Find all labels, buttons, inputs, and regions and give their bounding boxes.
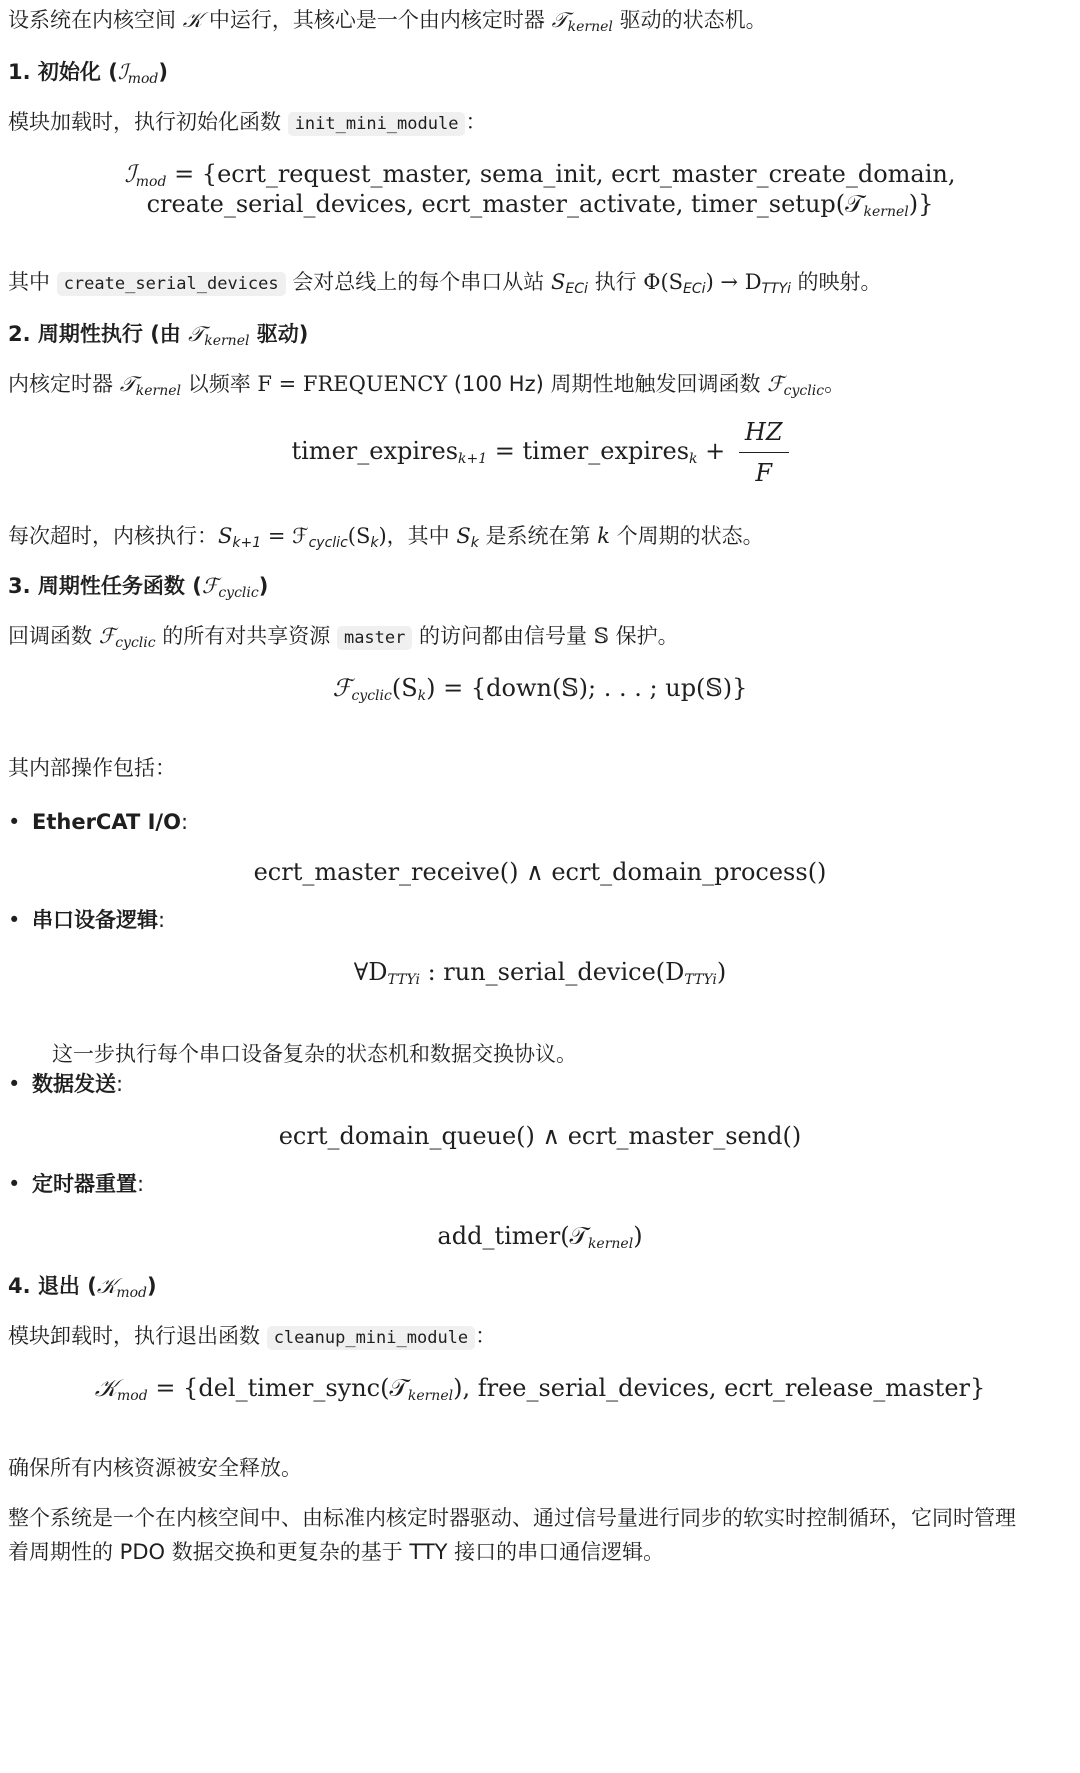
intro-text: 设系统在内核空间 [8, 8, 183, 32]
summary-line-1: 整个系统是一个在内核空间中、由标准内核定时器驱动、通过信号量进行同步的软实时控制循环，它同时管理 [8, 1506, 1016, 1530]
callback-equation: $ℱ_{cyclic}(S_k)$ = {down(𝕊); . . . ; up(𝕊)} [332, 674, 748, 704]
math-symbol: 𝒯$_{kernel}$ [551, 8, 613, 35]
init-equation-line2: create_serial_devices, ecrt_master_activate, timer_setup(𝒯$_{kernel}$)} [146, 190, 934, 220]
exit-equation: 𝒦$_{mod}$ = {del_timer_sync(𝒯$_{kernel}$), free_serial_devices, ecrt_release_master} [94, 1374, 986, 1404]
section-heading-3: 3. 周期性任务函数 (ℱ$_{cyclic}$) [8, 574, 269, 601]
serial-note: 这一步执行每个串口设备复杂的状态机和数据交换协议。 [52, 1042, 577, 1066]
exit-paragraph: 模块卸载时，执行退出函数 cleanup_mini_module ： [8, 1324, 497, 1348]
list-item-ethercat: • EtherCAT I/O: [32, 806, 188, 838]
code-master: master [337, 626, 412, 650]
code-init-function: init_mini_module [288, 112, 466, 136]
list-item-timer-reset: • 定时器重置: [32, 1168, 144, 1200]
timer-paragraph: 内核定时器 𝒯$_{kernel}$ 以频率 F = FREQUENCY (100 Hz) 周期性地触发回调函数 ℱ$_{cyclic}$。 [8, 372, 846, 399]
exit-after: 确保所有内核资源被安全释放。 [8, 1456, 302, 1480]
summary-line-2: 着周期性的 PDO 数据交换和更复杂的基于 TTY 接口的串口通信逻辑。 [8, 1540, 665, 1564]
section-heading-1: 1. 初始化 (ℐ$_{mod}$) [8, 60, 168, 87]
timeout-paragraph: 每次超时，内核执行：$S_{k+1}$ = $ℱ_{cyclic}(S_k)$，其中 $S_k$ 是系统在第 k 个周期的状态。 [8, 524, 764, 551]
timer-reset-equation: add_timer(𝒯$_{kernel}$) [437, 1222, 643, 1252]
serial-equation: $\forall D_{TTYi}$ : $run\_serial\_device(D_{TTYi})$ [353, 958, 727, 988]
ethercat-equation: ecrt_master_receive() ∧ ecrt_domain_process() [253, 858, 827, 886]
send-equation: ecrt_domain_queue() ∧ ecrt_master_send() [278, 1122, 802, 1150]
math-symbol: 𝒦 [182, 8, 203, 32]
code-cleanup-function: cleanup_mini_module [267, 1326, 475, 1350]
list-item-send: • 数据发送: [32, 1068, 123, 1100]
section-heading-4: 4. 退出 (𝒦$_{mod}$) [8, 1274, 157, 1301]
init-paragraph: 模块加载时，执行初始化函数 init_mini_module ： [8, 110, 487, 134]
fraction: $\frac{HZ}{F}$ [739, 414, 789, 491]
code-create-serial-devices: create_serial_devices [57, 272, 286, 296]
init-equation-line1: ℐ$_{mod}$ = {ecrt_request_master, sema_init, ecrt_master_create_domain, [124, 160, 956, 190]
callback-paragraph: 回调函数 ℱ$_{cyclic}$ 的所有对共享资源 master 的访问都由信号量 𝕊 保护。 [8, 624, 679, 651]
list-item-serial: • 串口设备逻辑: [32, 904, 165, 936]
intro-text: 中运行，其核心是一个由内核定时器 [202, 8, 552, 32]
init-after-paragraph: 其中 create_serial_devices 会对总线上的每个串口从站 $S_{ECi}$ 执行 $\Phi(S_{ECi}) \to D_{TTYi}$ 的映射。 [8, 270, 882, 297]
ops-intro: 其内部操作包括： [8, 756, 176, 780]
section-heading-2: 2. 周期性执行 (由 𝒯$_{kernel}$ 驱动) [8, 322, 309, 349]
intro-text: 驱动的状态机。 [612, 8, 767, 32]
timer-equation: timer_expires$_{k+1}$ = timer_expires$_k$ + $\frac{HZ}{F}$ [0, 414, 1080, 491]
intro-paragraph [8, 4, 1070, 43]
